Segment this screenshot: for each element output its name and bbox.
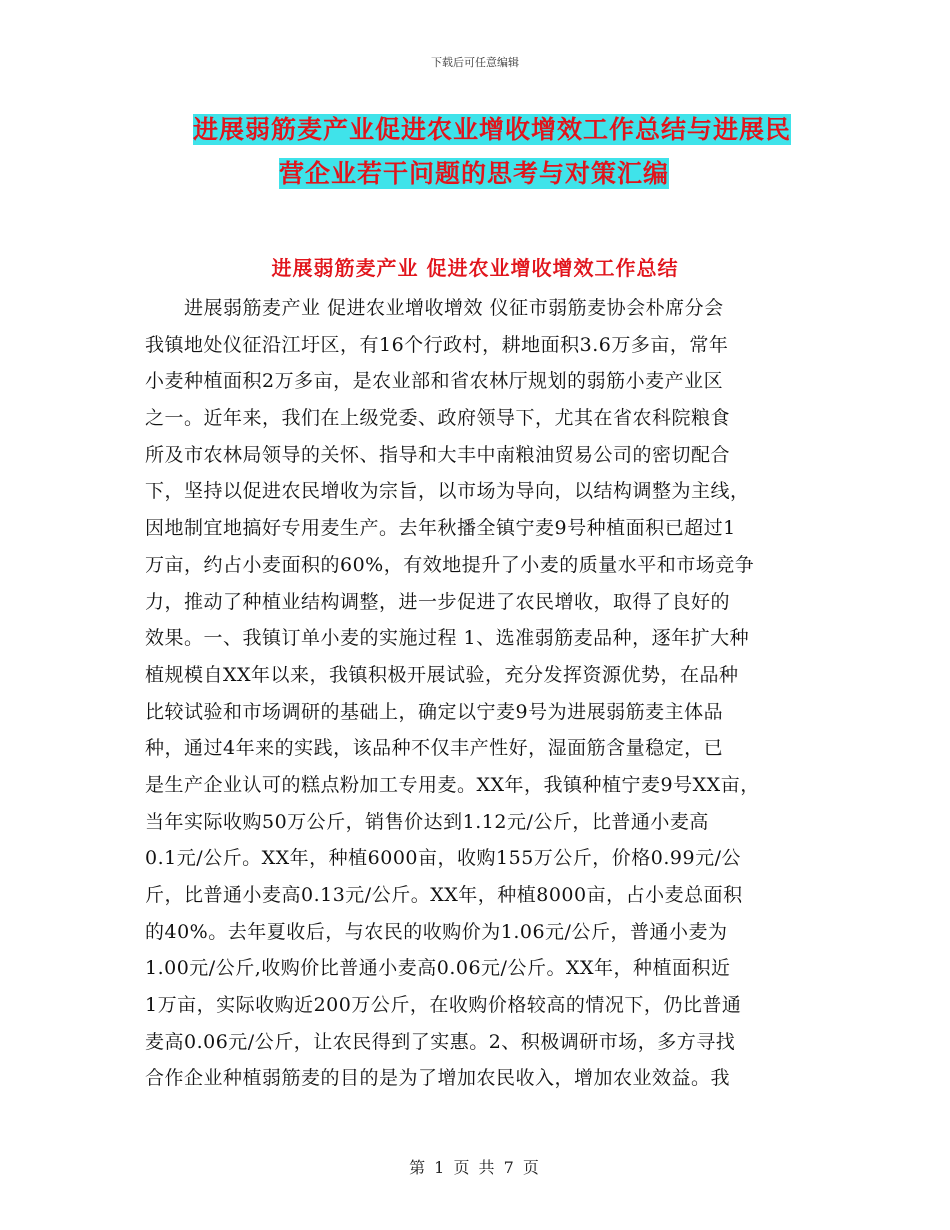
body-line: 因地制宜地搞好专用麦生产。去年秋播全镇宁麦9号种植面积已超过1: [145, 517, 736, 540]
body-line: 力，推动了种植业结构调整，进一步促进了农民增收，取得了良好的: [145, 590, 731, 613]
body-text: [145, 290, 795, 1097]
body-line: 麦高0.06元/公斤，让农民得到了实惠。2、积极调研市场，多方寻找: [145, 1030, 736, 1053]
body-line: 进展弱筋麦产业 促进农业增收增效 仪征市弱筋麦协会朴席分会: [145, 297, 724, 319]
body-line: 植规模自XX年以来，我镇积极开展试验，充分发挥资源优势，在品种: [145, 663, 739, 686]
body-line: 斤，比普通小麦高0.13元/公斤。XX年，种植8000亩，占小麦总面积: [145, 884, 743, 906]
body-line: 小麦种植面积2万多亩，是农业部和省农林厅规划的弱筋小麦产业区: [145, 370, 724, 393]
body-line: 合作企业种植弱筋麦的目的是为了增加农民收入，增加农业效益。我: [145, 1067, 731, 1090]
body-line: 我镇地处仪征沿江圩区，有16个行政村，耕地面积3.6万多亩，常年: [145, 333, 729, 356]
title-line-1: 进展弱筋麦产业促进农业增收增效工作总结与进展民: [193, 115, 792, 144]
body-line: 之一。近年来，我们在上级党委、政府领导下，尤其在省农科院粮食: [145, 407, 731, 430]
body-line: 比较试验和市场调研的基础上，确定以宁麦9号为进展弱筋麦主体品: [145, 700, 724, 723]
body-line: 1.00元/公斤,收购价比普通小麦高0.06元/公斤。XX年，种植面积近: [145, 957, 731, 980]
body-line: 效果。一、我镇订单小麦的实施过程 1、选准弱筋麦品种，逐年扩大种: [145, 627, 750, 650]
body-line: 万亩，约占小麦面积的60%，有效地提升了小麦的质量水平和市场竞争: [145, 553, 755, 576]
page-footer: 第 1 页 共 7 页: [409, 1158, 541, 1177]
body-line: 所及市农林局领导的关怀、指导和大丰中南粮油贸易公司的密切配合: [145, 443, 731, 466]
body-line: 是生产企业认可的糕点粉加工专用麦。XX年，我镇种植宁麦9号XX亩，: [145, 773, 760, 796]
body-line: 的40%。去年夏收后，与农民的收购价为1.06元/公斤，普通小麦为: [145, 920, 728, 943]
body-line: 当年实际收购50万公斤，销售价达到1.12元/公斤，比普通小麦高: [145, 810, 709, 833]
body-line: 0.1元/公斤。XX年，种植6000亩，收购155万公斤，价格0.99元/公: [145, 847, 741, 870]
body-line: 种，通过4年来的实践，该品种不仅丰产性好，湿面筋含量稳定，已: [145, 737, 724, 760]
section-heading: 进展弱筋麦产业 促进农业增收增效工作总结: [271, 256, 679, 280]
body-line: 下，坚持以促进农民增收为宗旨，以市场为导向，以结构调整为主线，: [145, 480, 750, 503]
title-line-2: 营企业若干问题的思考与对策汇编: [279, 159, 670, 188]
body-line: 1万亩，实际收购近200万公斤，在收购价格较高的情况下，仍比普通: [145, 994, 742, 1017]
header-note: 下载后可任意编辑: [431, 56, 519, 69]
